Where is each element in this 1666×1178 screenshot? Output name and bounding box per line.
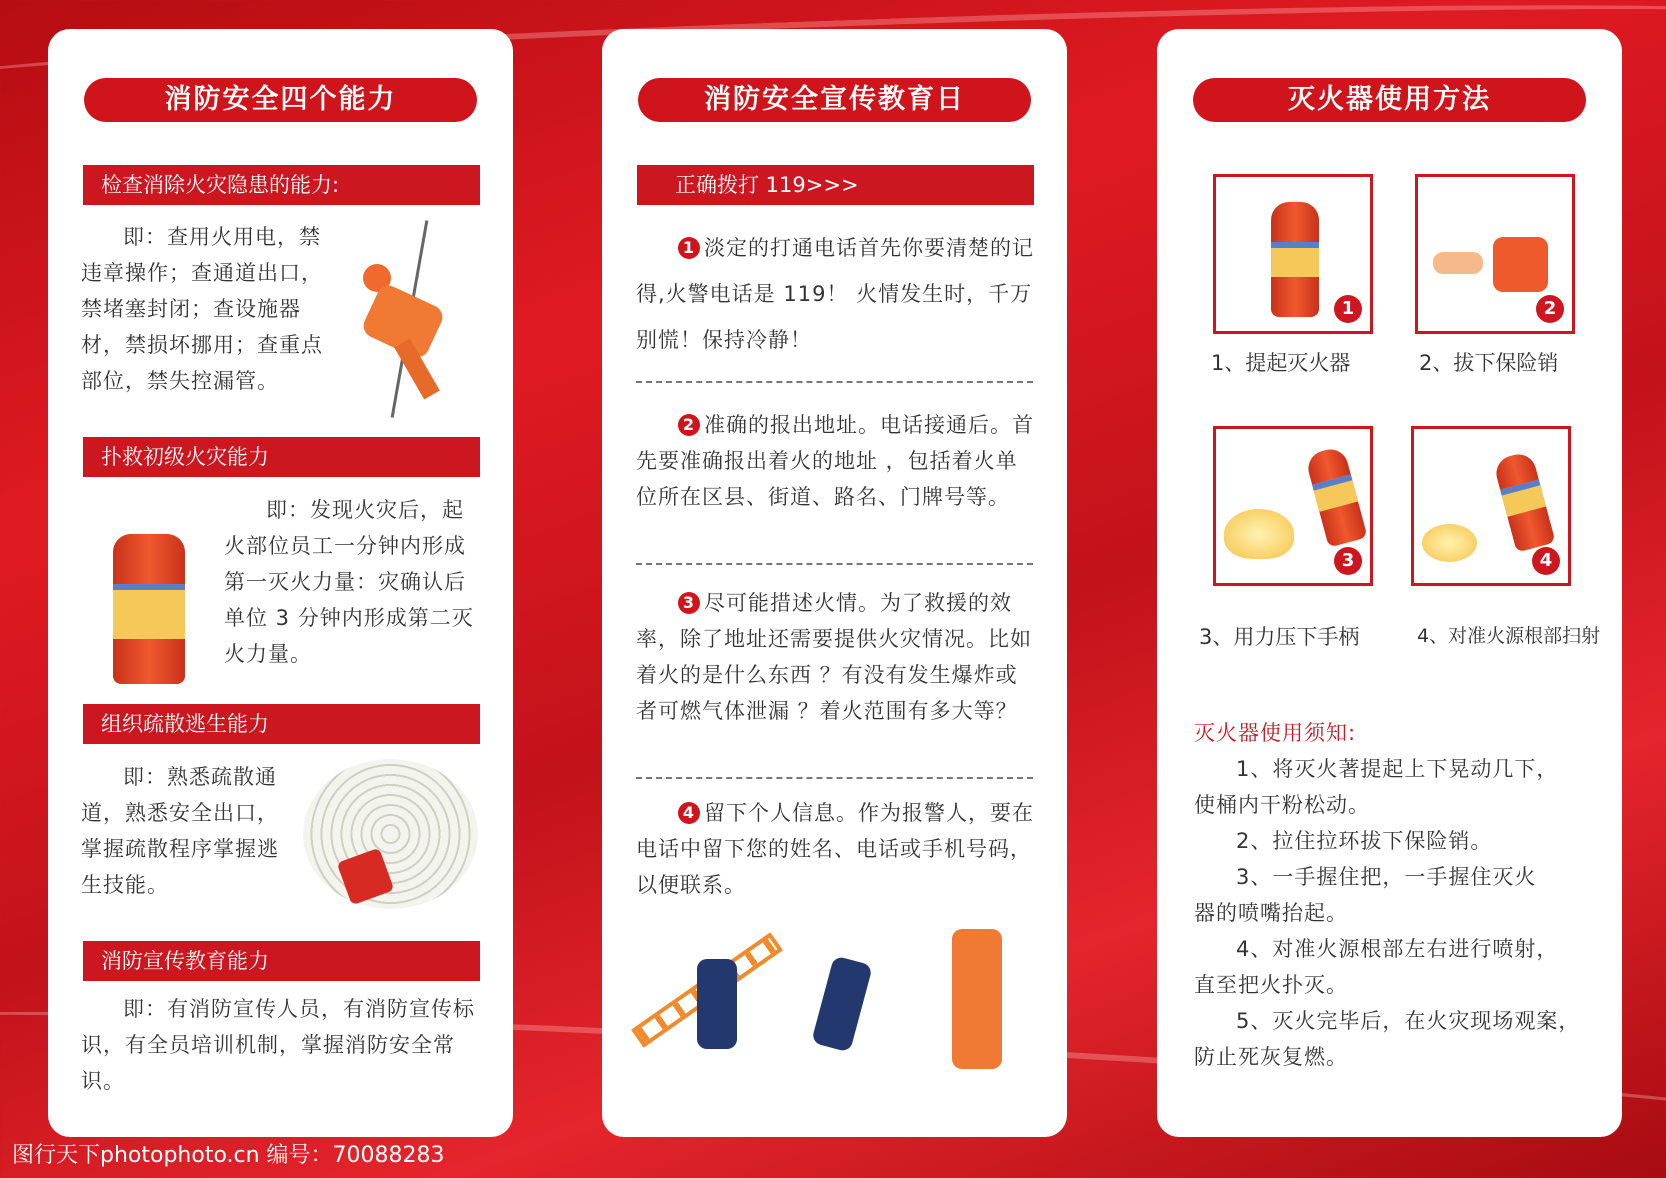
instruction-item: 3 尽可能措述火情。为了救援的效率，除了地址还需要提供火灾情况。比如着火的是什么东西 ？有没有发生爆炸或者可燃气体泄漏 ？着火范围有多大等？ [636,591,1032,723]
divider [636,563,1033,565]
firefighters-illustration [612,919,1052,1119]
step-badge: 4 [1532,547,1560,575]
step-badge: 1 [1334,295,1362,323]
notice-title: 灭火器使用须知: [1194,721,1357,745]
notice-item: 1、将灭火著提起上下晃动几下， 使桶内干粉松动。 [1194,757,1559,817]
instruction-item: 4 留下个人信息。作为报警人，要在电话中留下您的姓名、电话或手机号码，以便联系。 [636,801,1034,897]
section-heading: 检查消除火灾隐患的能力: [83,165,480,205]
fire-extinguisher-illustration [113,534,185,684]
notice-item: 3、一手握住把，一手握住灭火 器的喷嘴抬起。 [1194,865,1537,925]
step-caption: 2、拔下保险销 [1419,351,1559,375]
number-badge: 1 [678,237,700,259]
section-heading: 正确拨打 119>>> [637,165,1034,205]
section-heading: 扑救初级火灾能力 [83,437,480,477]
notice-item: 4、对准火源根部左右进行喷射， 直至把火扑灭。 [1194,937,1559,997]
step-caption: 3、用力压下手柄 [1199,625,1360,649]
panel-title: 消防安全四个能力 [84,78,477,122]
notice-list [1194,751,1594,1075]
watermark: 图行天下photophoto.cn 编号：70088283 [12,1143,445,1168]
divider [636,777,1033,779]
panel-title: 灭火器使用方法 [1193,78,1586,122]
middle-panel [602,29,1067,1137]
step-4-image [1411,426,1571,586]
notice-item: 2、拉住拉环拔下保险销。 [1236,829,1493,853]
firefighter-rappelling-illustration [348,219,468,419]
step-1-image [1213,174,1373,334]
section-body: 即：熟悉疏散通道，熟悉安全出口，掌握疏散程序掌握逃生技能。 [81,765,279,897]
section-body: 即：查用火用电，禁违章操作；查通道出口，禁堵塞封闭；查设施器材，禁损坏挪用；查重点部位，禁失控漏管。 [81,225,323,393]
number-badge: 2 [678,414,700,436]
instruction-item: 2 准确的报出地址。电话接通后。首先要准确报出着火的地址 ，包括着火单位所在区县、街道、路名、门牌号等。 [636,413,1034,509]
notice-item: 5、灭火完毕后，在火灾现场观案， 防止死灰复燃。 [1194,1009,1581,1069]
step-3-image [1213,426,1373,586]
section-body: 即：有消防宣传人员，有消防宣传标识，有全员培训机制，掌握消防安全常识。 [81,997,475,1093]
step-2-image [1415,174,1575,334]
step-badge: 3 [1334,547,1362,575]
section-heading: 组织疏散逃生能力 [83,704,480,744]
left-panel [48,29,513,1137]
panel-title: 消防安全宣传教育日 [638,78,1031,122]
right-panel [1157,29,1622,1137]
section-body: 即：发现火灾后，起火部位员工一分钟内形成第一灭火力量：灾确认后单位 3 分钟内形成第二灭火力量。 [224,498,474,666]
number-badge: 3 [678,592,700,614]
divider [636,381,1033,383]
section-heading: 消防宣传教育能力 [83,941,480,981]
step-caption: 4、对准火源根部扫射 [1417,625,1601,647]
step-badge: 2 [1536,295,1564,323]
instruction-item: 1 淡定的打通电话首先你要清楚的记得,火警电话是 119！ 火情发生时，千万别慌！保持冷静！ [636,236,1034,352]
step-caption: 1、提起灭火器 [1211,351,1351,375]
fire-hose-illustration [303,759,478,909]
number-badge: 4 [678,802,700,824]
